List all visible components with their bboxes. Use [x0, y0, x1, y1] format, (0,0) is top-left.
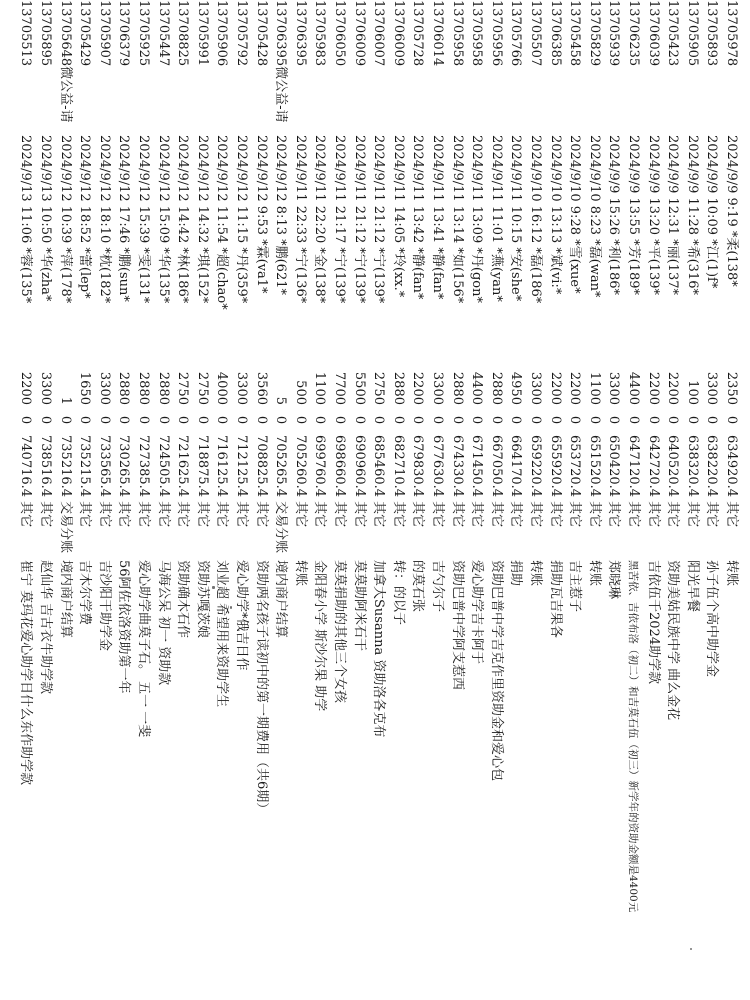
- record-balance: 671450.4 其它: [469, 435, 485, 528]
- record-balance: 699760.4 其它: [312, 435, 328, 528]
- ledger-row: [622, 0, 644, 1000]
- record-timestamp: 2024/9/9 13:55 *芳(189*: [626, 135, 641, 295]
- record-balance: 642720.4 其它: [645, 435, 661, 528]
- record-fee: 0: [332, 415, 347, 425]
- record-amount: 2750: [175, 371, 191, 405]
- record-id: 13705907: [96, 0, 112, 67]
- record-amount: 100: [684, 380, 700, 405]
- ledger-row: [308, 0, 330, 1000]
- record-memo: 爱心助学吉卡阿于: [469, 560, 485, 665]
- record-balance: 679830.4 其它: [410, 435, 426, 528]
- record-id: 13705429: [77, 0, 93, 67]
- ledger-row: [700, 0, 722, 1000]
- record-fee: 0: [234, 415, 249, 425]
- record-balance: 677630.4 其它: [430, 435, 445, 528]
- record-amount: 1650: [77, 371, 93, 405]
- ledger-row: [112, 0, 134, 1000]
- record-balance: 667050.4 其它: [488, 435, 504, 528]
- record-id: 13705728: [410, 0, 426, 67]
- record-timestamp: 2024/9/12 8:13 *鹏(621*: [273, 135, 289, 295]
- record-timestamp: 2024/9/12 17:46 *鹏(sun*: [116, 135, 132, 302]
- record-timestamp: 2024/9/10 13:13 *斌(vi:*: [547, 135, 563, 295]
- record-id: 13706395: [292, 0, 308, 67]
- record-amount: 2880: [155, 371, 171, 405]
- record-balance: 730265.4 其它: [116, 435, 132, 528]
- record-memo: 资助确木石作: [175, 560, 191, 639]
- record-timestamp: 2024/9/11 14:05 *玲(xx.*: [390, 135, 406, 298]
- record-id: 13705428: [253, 0, 269, 67]
- record-id: 13705507: [528, 0, 543, 67]
- record-id: 13705958: [469, 0, 485, 67]
- record-amount: 4000: [214, 371, 230, 405]
- record-timestamp: 2024/9/12 11:15 *丹(359*: [234, 135, 249, 304]
- record-timestamp: 2024/9/12 10:39 *萍(178*: [57, 135, 73, 304]
- record-balance: 740716.4 其它: [18, 435, 34, 528]
- record-timestamp: 2024/9/10 16:12 *磊(186*: [528, 135, 543, 304]
- record-timestamp: 2024/9/11 13:42 *静(fan*: [410, 135, 426, 300]
- record-memo: 郑晓琳: [606, 560, 622, 600]
- record-fee: 0: [116, 415, 132, 425]
- record-amount: 2200: [410, 371, 426, 405]
- record-balance: 712125.4 其它: [234, 435, 249, 528]
- record-balance: 738516.4 其它: [38, 435, 53, 528]
- record-balance: 718875.4 其它: [194, 435, 210, 528]
- record-memo: 莫莫捐助的其他三个女孩: [332, 560, 347, 704]
- record-id: 13706039: [645, 0, 661, 67]
- record-timestamp: 2024/9/11 21:12 *宁(139*: [371, 135, 387, 304]
- record-id: 13706235: [626, 0, 641, 67]
- record-memo: 吉主惹子: [567, 560, 583, 613]
- record-id: 13705939: [606, 0, 622, 67]
- record-timestamp: 2024/9/9 11:28 *希(316*: [684, 135, 700, 295]
- record-timestamp: 2024/9/10 8:23 *磊(wan*: [586, 135, 602, 298]
- record-amount: 2200: [665, 371, 681, 405]
- record-fee: 0: [430, 415, 445, 425]
- record-id: 13708825: [175, 0, 191, 67]
- record-amount: 2880: [136, 371, 151, 405]
- record-memo: 吉沙阳干助学金: [96, 560, 112, 652]
- record-balance: 727385.4 其它: [136, 435, 151, 528]
- record-timestamp: 2024/9/12 9:53 *霖(va1*: [253, 135, 269, 294]
- record-fee: 0: [704, 415, 720, 425]
- record-timestamp: 2024/9/11 13:09 *丹(gon*: [469, 135, 485, 303]
- record-memo: 资助两名孩子读初中的第一期费用（共6期）: [253, 560, 269, 816]
- record-id: 13705978: [724, 0, 739, 67]
- record-id: 13705829: [586, 0, 602, 67]
- ledger-row: [348, 0, 370, 1000]
- record-id: 13705648微公益-请: [57, 0, 73, 123]
- record-fee: 0: [410, 415, 426, 425]
- record-timestamp: 2024/9/10 9:28 *雪(xue*: [567, 135, 583, 294]
- record-id: 13705983: [312, 0, 328, 67]
- record-amount: 4400: [626, 371, 641, 405]
- record-memo: 刘业超 希望用来资助学生: [214, 560, 230, 708]
- record-amount: 2880: [488, 371, 504, 405]
- record-memo: 转账: [292, 560, 308, 587]
- record-memo: 爱心助学*俄吉日作: [234, 560, 249, 671]
- record-fee: 0: [57, 415, 73, 425]
- record-timestamp: 2024/9/11 21:17 *宁(139*: [332, 135, 347, 304]
- record-balance: 650420.4 其它: [606, 435, 622, 528]
- record-amount: 500: [292, 380, 308, 405]
- record-fee: 0: [371, 415, 387, 425]
- record-fee: 0: [136, 415, 151, 425]
- ledger-row: [250, 0, 272, 1000]
- record-memo: 捐助: [508, 560, 524, 587]
- ledger-row: [14, 0, 36, 1000]
- record-balance: 685460.4 其它: [371, 435, 387, 528]
- ledger-row: [387, 0, 409, 1000]
- ledger-row: [191, 0, 213, 1000]
- record-amount: 1: [57, 396, 73, 405]
- record-amount: 3300: [96, 371, 112, 405]
- record-balance: 724505.4 其它: [155, 435, 171, 528]
- record-balance: 708825.4 其它: [253, 435, 269, 528]
- record-fee: 0: [528, 415, 543, 425]
- record-memo: 境内商户结算: [273, 560, 289, 639]
- record-amount: 4950: [508, 371, 524, 405]
- record-memo: 资助巴普中学阿支惹西: [449, 560, 465, 691]
- record-amount: 3560: [253, 371, 269, 405]
- record-fee: 0: [645, 415, 661, 425]
- record-balance: 721625.4 其它: [175, 435, 191, 528]
- record-amount: 7700: [332, 371, 347, 405]
- record-id: 13706385: [547, 0, 563, 67]
- record-id: 13705423: [665, 0, 681, 67]
- record-amount: 1100: [312, 371, 328, 405]
- record-timestamp: 2024/9/9 12:31 *丽(137*: [665, 135, 681, 295]
- record-memo: 资助巴普中学吉克作里资助金和爱心包: [488, 560, 504, 782]
- record-id: 13706007: [371, 0, 387, 67]
- record-timestamp: 2024/9/11 13:14 *如(156*: [449, 135, 465, 304]
- record-id: 13706009: [390, 0, 406, 67]
- record-id: 13705958: [449, 0, 465, 67]
- record-memo: 马海公呆 初一 资助款: [155, 560, 171, 686]
- record-balance: 659220.4 其它: [528, 435, 543, 528]
- record-balance: 735215.4 其它: [77, 435, 93, 528]
- ledger-row: [230, 0, 252, 1000]
- record-fee: 0: [18, 415, 34, 425]
- record-id: 13705792: [234, 0, 249, 67]
- record-memo: 金阳春小学 斯沙尔果 助学: [312, 560, 328, 712]
- record-timestamp: 2024/9/12 15:09 *华(135*: [155, 135, 171, 304]
- record-amount: 2350: [724, 371, 739, 405]
- record-fee: 0: [77, 415, 93, 425]
- record-amount: 3300: [38, 371, 53, 405]
- record-balance: 690960.4 其它: [351, 435, 367, 528]
- record-balance: 705265.4 交易分账: [273, 435, 289, 554]
- record-timestamp: 2024/9/11 22:20 *金(138*: [312, 135, 328, 304]
- record-fee: 0: [488, 415, 504, 425]
- ledger-row: [720, 0, 742, 1000]
- record-memo: 孙子伍个高中助学金: [704, 560, 720, 678]
- record-timestamp: 2024/9/9 13:20 *平(139*: [645, 135, 661, 295]
- record-timestamp: 2024/9/9 10:09 *江(1)f*: [704, 135, 720, 289]
- record-fee: 0: [606, 415, 622, 425]
- record-fee: 0: [547, 415, 563, 425]
- record-id: 13705895: [38, 0, 53, 67]
- record-timestamp: 2024/9/13 11:06 *蓉(135*: [18, 135, 34, 304]
- ledger-row: [446, 0, 468, 1000]
- ledger-row: [93, 0, 115, 1000]
- ledger-row: [328, 0, 350, 1000]
- record-fee: 0: [586, 415, 602, 425]
- ledger-row: [152, 0, 174, 1000]
- record-balance: 674330.4 其它: [449, 435, 465, 528]
- record-amount: 2200: [567, 371, 583, 405]
- ledger-row: [602, 0, 624, 1000]
- record-balance: 705260.4 其它: [292, 435, 308, 528]
- record-memo: 赵仙华 吉古衣牛助学款: [38, 560, 53, 695]
- ledger-row: [583, 0, 605, 1000]
- record-id: 13706395微公益-请: [273, 0, 289, 123]
- ledger-row: [54, 0, 76, 1000]
- record-amount: 3300: [430, 371, 445, 405]
- record-amount: 2750: [194, 371, 210, 405]
- ledger-row: [426, 0, 448, 1000]
- record-fee: 0: [38, 415, 53, 425]
- record-fee: 0: [175, 415, 191, 425]
- ledger-row: [171, 0, 193, 1000]
- record-balance: 735216.4 交易分账: [57, 435, 73, 554]
- record-memo: 加拿大Susanna 资助洛各克布: [371, 560, 387, 738]
- record-amount: 2750: [371, 371, 387, 405]
- record-amount: 5: [273, 396, 289, 405]
- ledger-row: [544, 0, 566, 1000]
- record-id: 13705991: [194, 0, 210, 67]
- record-timestamp: 2024/9/11 13:41 *静(fan*: [430, 135, 445, 300]
- record-balance: 640520.4 其它: [665, 435, 681, 528]
- record-balance: 682710.4 其它: [390, 435, 406, 528]
- record-timestamp: 2024/9/12 11:54 *超(chao*: [214, 135, 230, 310]
- record-amount: 2200: [645, 371, 661, 405]
- ledger-row: [524, 0, 546, 1000]
- ledger-row: [406, 0, 428, 1000]
- record-amount: 1100: [586, 371, 602, 405]
- ledger-row: [73, 0, 95, 1000]
- record-id: 13705458: [567, 0, 583, 67]
- record-memo: 吉勺尔子: [430, 560, 445, 613]
- record-timestamp: 2024/9/12 18:10 *枕(182*: [96, 135, 112, 304]
- record-memo: 吉木尔学费: [77, 560, 93, 626]
- record-memo: 吉依伍千2024助学款: [645, 560, 661, 685]
- record-fee: 0: [508, 415, 524, 425]
- ledger-row: [269, 0, 291, 1000]
- record-timestamp: 2024/9/9 15:26 *利(186*: [606, 135, 622, 295]
- record-fee: 0: [390, 415, 406, 425]
- record-amount: 3300: [528, 371, 543, 405]
- record-memo: 的莫石张: [410, 560, 426, 613]
- record-timestamp: 2024/9/12 15:39 *雯(131*: [136, 135, 151, 304]
- record-fee: 0: [214, 415, 230, 425]
- record-memo: 莫莫助阿米石干: [351, 560, 367, 652]
- ledger-row: [465, 0, 487, 1000]
- record-fee: 0: [449, 415, 465, 425]
- record-timestamp: 2024/9/11 21:12 *宁(139*: [351, 135, 367, 304]
- record-id: 13705905: [684, 0, 700, 67]
- record-timestamp: 2024/9/12 18:52 *蕾(lep*: [77, 135, 93, 299]
- ledger-row: [681, 0, 703, 1000]
- record-fee: 0: [253, 415, 269, 425]
- record-id: 13705925: [136, 0, 151, 67]
- record-fee: 0: [155, 415, 171, 425]
- record-fee: 0: [96, 415, 112, 425]
- record-amount: 3300: [234, 371, 249, 405]
- record-id: 13705956: [488, 0, 504, 67]
- record-timestamp: 2024/9/12 14:42 *林(186*: [175, 135, 191, 304]
- record-amount: 2880: [390, 371, 406, 405]
- ledger-row: [642, 0, 664, 1000]
- ledger-row: [563, 0, 585, 1000]
- record-fee: 0: [665, 415, 681, 425]
- record-fee: 0: [469, 415, 485, 425]
- record-amount: 2880: [116, 371, 132, 405]
- record-memo: 资助美姑民族中学 曲么金花: [665, 560, 681, 721]
- record-balance: 655920.4 其它: [547, 435, 563, 528]
- record-balance: 716125.4 其它: [214, 435, 230, 528]
- record-amount: 3300: [704, 371, 720, 405]
- record-fee: 0: [292, 415, 308, 425]
- record-balance: 638220.4 其它: [704, 435, 720, 528]
- ledger-row: [367, 0, 389, 1000]
- record-amount: 2200: [547, 371, 563, 405]
- record-amount: 2880: [449, 371, 465, 405]
- record-fee: 0: [626, 415, 641, 425]
- record-memo: 转账: [586, 560, 602, 587]
- ledger-row: [210, 0, 232, 1000]
- record-balance: 653720.4 其它: [567, 435, 583, 528]
- record-id: 13706014: [430, 0, 445, 67]
- record-amount: 4400: [469, 371, 485, 405]
- record-memo: 境内商户结算: [57, 560, 73, 639]
- record-memo: 黑苦依、吉依布洛（初二）和吉莫石伍（初三）新学年的资助金额是4400元: [627, 560, 639, 913]
- record-fee: 0: [312, 415, 328, 425]
- record-amount: 2200: [18, 371, 34, 405]
- record-id: 13706379: [116, 0, 132, 67]
- record-fee: 0: [724, 415, 739, 425]
- record-balance: 638320.4 其它: [684, 435, 700, 528]
- record-id: 13706050: [332, 0, 347, 67]
- record-fee: 0: [567, 415, 583, 425]
- record-memo: 捐助瓦吉果各: [547, 560, 563, 639]
- record-id: 13705513: [18, 0, 34, 67]
- record-memo: 资助苏嘎茨娘: [194, 560, 210, 639]
- record-memo: 崔宁 莫玛花爱心助学日什么东作助学款: [18, 560, 34, 786]
- record-fee: 0: [351, 415, 367, 425]
- ledger-row: [289, 0, 311, 1000]
- ledger-row: [661, 0, 683, 1000]
- record-memo: 转：的以子: [390, 560, 406, 626]
- record-balance: 647120.4 其它: [626, 435, 641, 528]
- record-timestamp: 2024/9/11 11:01 *燕(yan*: [488, 135, 504, 302]
- record-fee: 0: [273, 415, 289, 425]
- record-timestamp: 2024/9/13 10:50 *华(zha*: [38, 135, 53, 302]
- record-timestamp: 2024/9/11 22:33 *宁(136*: [292, 135, 308, 304]
- record-amount: 5500: [351, 371, 367, 405]
- record-timestamp: 2024/9/9 9:19 *柔(138*: [724, 135, 739, 287]
- ledger-row: [485, 0, 507, 1000]
- ledger-row: [34, 0, 56, 1000]
- record-fee: 0: [194, 415, 210, 425]
- ledger-row: [132, 0, 154, 1000]
- record-memo: 56阿佐依洛资助第一年: [116, 560, 132, 694]
- record-memo: 转账: [724, 560, 739, 587]
- ledger-row: [504, 0, 526, 1000]
- record-balance: 733565.4 其它: [96, 435, 112, 528]
- record-memo: 阳光早餐: [684, 560, 700, 613]
- record-balance: 634920.4 其它: [724, 435, 739, 528]
- record-amount: 3300: [606, 371, 622, 405]
- record-balance: 651520.4 其它: [586, 435, 602, 528]
- record-memo: 爱心助学曲莫子石。 五一 一斐: [136, 560, 151, 738]
- record-balance: 664170.4 其它: [508, 435, 524, 528]
- record-balance: 698660.4 其它: [332, 435, 347, 528]
- record-timestamp: 2024/9/12 14:32 *琪(152*: [194, 135, 210, 304]
- record-id: 13705766: [508, 0, 524, 67]
- record-id: 13705893: [704, 0, 720, 67]
- record-timestamp: 2024/9/11 10:15 *安(she*: [508, 135, 524, 302]
- record-memo: 转账: [528, 560, 543, 587]
- record-id: 13705906: [214, 0, 230, 67]
- record-id: 13706009: [351, 0, 367, 67]
- record-fee: 0: [684, 415, 700, 425]
- record-id: 13705447: [155, 0, 171, 67]
